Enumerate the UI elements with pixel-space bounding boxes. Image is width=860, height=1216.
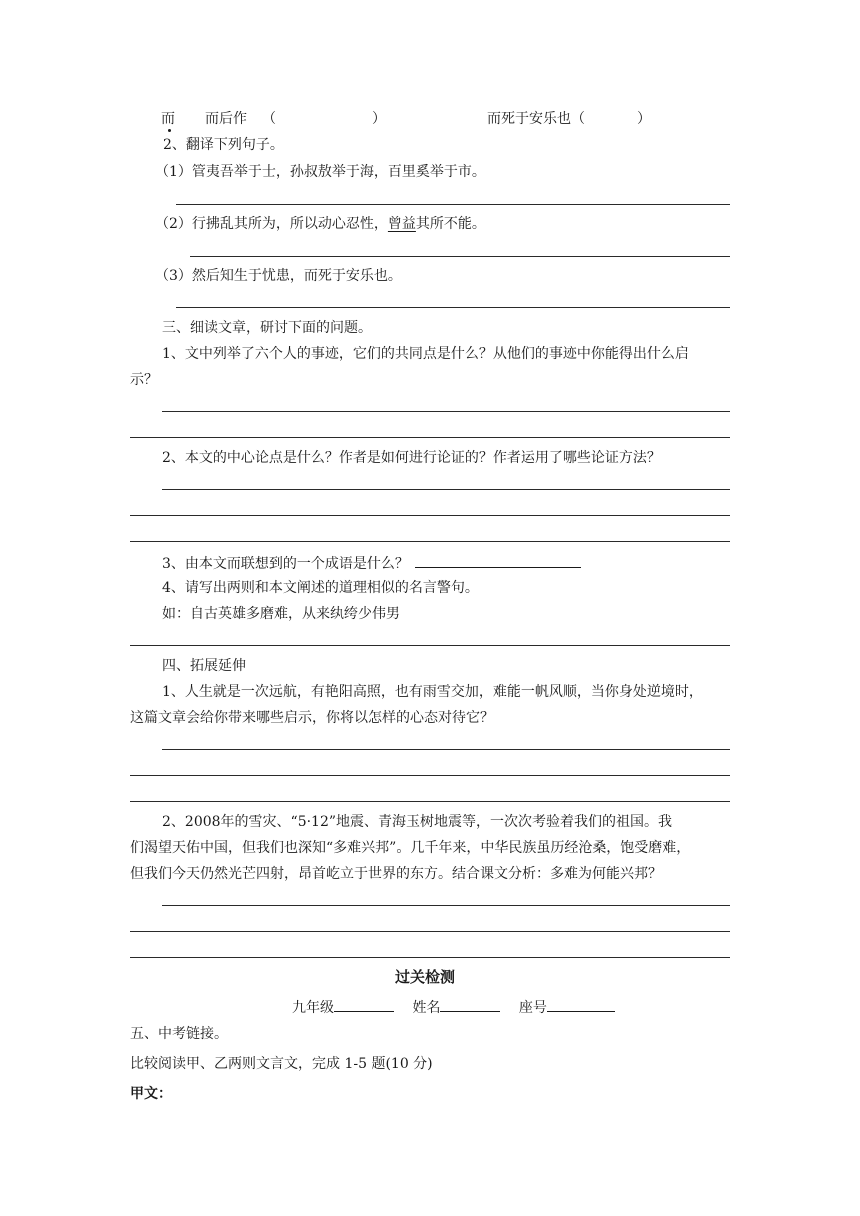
section-4-q1-line1: 1、人生就是一次远航，有艳阳高照，也有雨雪交加，难能一帆风顺，当你身处逆境时， (162, 684, 703, 700)
section-3-q3 (162, 553, 581, 573)
answer-line (130, 541, 730, 542)
grade-blank (334, 997, 394, 1012)
answer-line (162, 749, 730, 750)
check-title: 过关检测 (395, 968, 456, 986)
answer-line (130, 515, 730, 516)
answer-line (130, 775, 730, 776)
section-5-heading: 五、中考链接。 (130, 1026, 228, 1042)
idiom-blank (415, 553, 581, 568)
name-blank (440, 997, 500, 1012)
answer-line (190, 256, 730, 257)
question-2-translate: 2、翻译下列句子。 (163, 137, 284, 153)
answer-line (130, 437, 730, 438)
sentence-2-pre: （2）行拂乱其所为，所以动心忍性， (155, 216, 388, 232)
seat-label: 座号 (518, 1000, 547, 1016)
section-4-q2-line2: 们渴望天佑中国，但我们也深知“多难兴邦”。几千年来，中华民族虽历经沧桑，饱受磨难， (130, 840, 691, 856)
section-4-heading: 四、拓展延伸 (162, 658, 246, 674)
emphasis-dot (168, 129, 171, 132)
grade-label: 九年级 (292, 1000, 334, 1016)
student-info-row (292, 997, 615, 1017)
answer-line (176, 204, 730, 205)
section-3-q2: 2、本文的中心论点是什么？作者是如何进行论证的？作者运用了哪些论证方法？ (162, 450, 661, 466)
answer-line (130, 957, 730, 958)
sentence-2 (155, 215, 486, 233)
section-3-q1-line1: 1、文中列举了六个人的事迹，它们的共同点是什么？从他们的事迹中你能得出什么启 (162, 346, 689, 362)
sentence-3: （3）然后知生于忧患，而死于安乐也。 (155, 268, 402, 284)
answer-line (130, 931, 730, 932)
section-3-q4-example: 如：自古英雄多磨难，从来纨绔少伟男 (162, 606, 400, 622)
answer-line (130, 801, 730, 802)
section-3-q4: 4、请写出两则和本文阐述的道理相似的名言警句。 (162, 580, 479, 596)
section-4-q1-line2: 这篇文章会给你带来哪些启示，你将以怎样的心态对待它？ (130, 710, 494, 726)
section-4-q2-line3: 但我们今天仍然光芒四射，昂首屹立于世界的东方。结合课文分析：多难为何能兴邦？ (130, 866, 662, 882)
sentence-2-post: 其所不能。 (415, 216, 486, 232)
answer-paren-open: （ (262, 111, 276, 127)
fill-char-c: 而死于安乐也（ (487, 111, 585, 127)
answer-paren-close: ） (372, 111, 386, 127)
answer-line (130, 645, 730, 646)
answer-line (162, 905, 730, 906)
section-4-q2-line1: 2、2008年的雪灾、“5·12”地震、青海玉树地震等，一次次考验着我们的祖国。我 (162, 814, 673, 830)
answer-line (162, 411, 730, 412)
answer-paren-close: ） (637, 111, 651, 127)
answer-line (162, 489, 730, 490)
section-3-heading: 三、细读文章，研讨下面的问题。 (162, 320, 372, 336)
underlined-word: 曾益 (387, 216, 416, 232)
answer-line (176, 307, 730, 308)
section-3-q3-text: 3、由本文而联想到的一个成语是什么？ (162, 556, 409, 572)
text-jia-label: 甲文： (130, 1086, 172, 1102)
fill-char-b: 而后作 (205, 111, 247, 127)
sentence-1: （1）管夷吾举于士，孙叔敖举于海，百里奚举于市。 (155, 164, 486, 180)
fill-char-a: 而 (161, 111, 175, 127)
name-label: 姓名 (412, 1000, 441, 1016)
section-3-q1-line2: 示？ (130, 372, 158, 388)
seat-blank (547, 997, 615, 1012)
section-5-instruction: 比较阅读甲、乙两则文言文，完成 1-5 题(10 分) (130, 1056, 433, 1072)
